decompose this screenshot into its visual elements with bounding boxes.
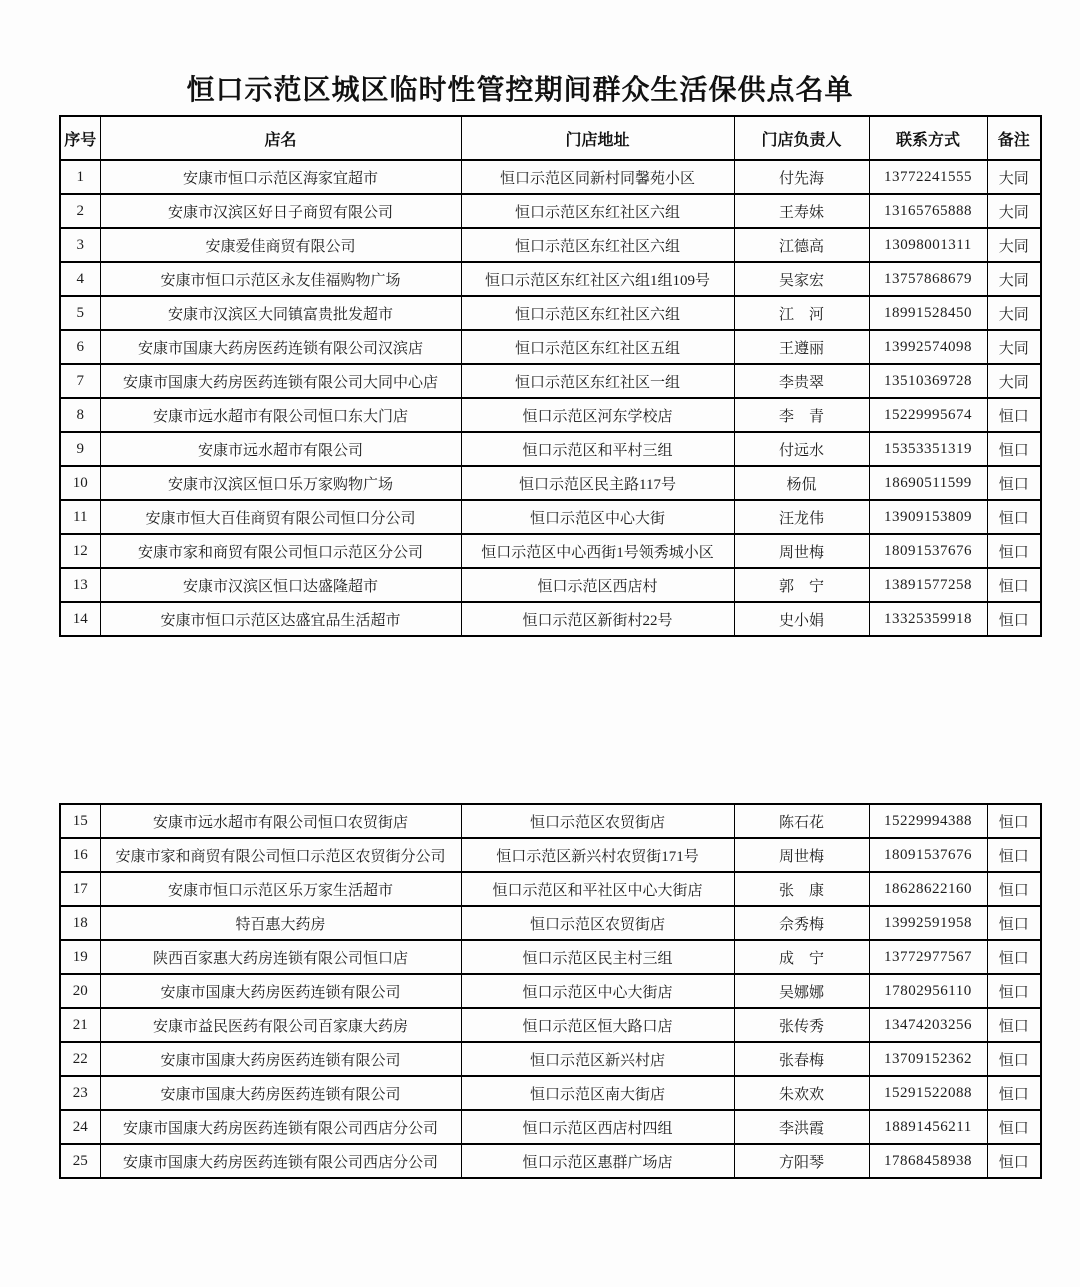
row-number: 12: [60, 534, 100, 568]
store-name: 安康市国康大药房医药连锁有限公司: [100, 974, 461, 1008]
row-number: 1: [60, 160, 100, 194]
store-address: 恒口示范区农贸街店: [461, 906, 734, 940]
row-number: 20: [60, 974, 100, 1008]
store-address: 恒口示范区中心西街1号领秀城小区: [461, 534, 734, 568]
contact-phone: 18091537676: [869, 534, 987, 568]
store-manager: 汪龙伟: [734, 500, 869, 534]
remark: 恒口: [987, 1008, 1041, 1042]
store-name: 安康市国康大药房医药连锁有限公司西店分公司: [100, 1144, 461, 1178]
contact-phone: 13992591958: [869, 906, 987, 940]
store-name: 陕西百家惠大药房连锁有限公司恒口店: [100, 940, 461, 974]
table-container: [59, 115, 1080, 1179]
store-manager: 吴家宏: [734, 262, 869, 296]
table-row: [60, 1076, 1041, 1110]
store-manager: 江德高: [734, 228, 869, 262]
row-number: 6: [60, 330, 100, 364]
remark: 恒口: [987, 1144, 1041, 1178]
remark: 恒口: [987, 1110, 1041, 1144]
row-number: 18: [60, 906, 100, 940]
table-row: [60, 296, 1041, 330]
table-row: [60, 228, 1041, 262]
row-number: 10: [60, 466, 100, 500]
store-manager: 佘秀梅: [734, 906, 869, 940]
store-name: 安康市汉滨区好日子商贸有限公司: [100, 194, 461, 228]
table-row: [60, 1008, 1041, 1042]
contact-phone: 18891456211: [869, 1110, 987, 1144]
remark: 大同: [987, 228, 1041, 262]
row-number: 3: [60, 228, 100, 262]
row-number: 9: [60, 432, 100, 466]
remark: 恒口: [987, 534, 1041, 568]
remark: 恒口: [987, 398, 1041, 432]
store-address: 恒口示范区东红社区六组1组109号: [461, 262, 734, 296]
store-manager: 周世梅: [734, 534, 869, 568]
page-title: 恒口示范区城区临时性管控期间群众生活保供点名单: [186, 74, 854, 105]
page-break-gap: [59, 637, 1080, 803]
store-address: 恒口示范区恒大路口店: [461, 1008, 734, 1042]
remark: 恒口: [987, 906, 1041, 940]
row-number: 7: [60, 364, 100, 398]
column-header-store-name: 店名: [100, 116, 461, 160]
remark: 大同: [987, 330, 1041, 364]
store-address: 恒口示范区东红社区六组: [461, 296, 734, 330]
store-name: 安康市家和商贸有限公司恒口示范区农贸街分公司: [100, 838, 461, 872]
contact-phone: 15353351319: [869, 432, 987, 466]
store-manager: 朱欢欢: [734, 1076, 869, 1110]
contact-phone: 15229995674: [869, 398, 987, 432]
table-row: [60, 838, 1041, 872]
store-address: 恒口示范区新街村22号: [461, 602, 734, 636]
store-address: 恒口示范区东红社区六组: [461, 228, 734, 262]
store-address: 恒口示范区东红社区一组: [461, 364, 734, 398]
store-name: 安康市国康大药房医药连锁有限公司: [100, 1076, 461, 1110]
supply-points-table-section-1: [59, 115, 1042, 637]
store-address: 恒口示范区同新村同馨苑小区: [461, 160, 734, 194]
store-address: 恒口示范区民主路117号: [461, 466, 734, 500]
contact-phone: 18628622160: [869, 872, 987, 906]
store-name: 安康市汉滨区恒口乐万家购物广场: [100, 466, 461, 500]
table-row: [60, 872, 1041, 906]
store-name: 安康市汉滨区恒口达盛隆超市: [100, 568, 461, 602]
remark: 恒口: [987, 432, 1041, 466]
store-address: 恒口示范区东红社区五组: [461, 330, 734, 364]
contact-phone: 18091537676: [869, 838, 987, 872]
contact-phone: 13772241555: [869, 160, 987, 194]
contact-phone: 13891577258: [869, 568, 987, 602]
remark: 大同: [987, 262, 1041, 296]
contact-phone: 13165765888: [869, 194, 987, 228]
store-address: 恒口示范区惠群广场店: [461, 1144, 734, 1178]
store-name: 安康市益民医药有限公司百家康大药房: [100, 1008, 461, 1042]
column-header-address: 门店地址: [461, 116, 734, 160]
store-name: 安康市国康大药房医药连锁有限公司西店分公司: [100, 1110, 461, 1144]
store-name: 安康市恒口示范区海家宜超市: [100, 160, 461, 194]
contact-phone: 13474203256: [869, 1008, 987, 1042]
remark: 恒口: [987, 1076, 1041, 1110]
table-row: [60, 160, 1041, 194]
table-row: [60, 906, 1041, 940]
store-name: 安康市远水超市有限公司: [100, 432, 461, 466]
store-name: 安康市家和商贸有限公司恒口示范区分公司: [100, 534, 461, 568]
store-address: 恒口示范区农贸街店: [461, 804, 734, 838]
store-name: 安康市恒口示范区达盛宜品生活超市: [100, 602, 461, 636]
store-manager: 方阳琴: [734, 1144, 869, 1178]
store-address: 恒口示范区南大街店: [461, 1076, 734, 1110]
contact-phone: 15229994388: [869, 804, 987, 838]
store-address: 恒口示范区西店村: [461, 568, 734, 602]
remark: 恒口: [987, 1042, 1041, 1076]
store-address: 恒口示范区西店村四组: [461, 1110, 734, 1144]
store-name: 安康市恒口示范区乐万家生活超市: [100, 872, 461, 906]
store-manager: 史小娟: [734, 602, 869, 636]
row-number: 13: [60, 568, 100, 602]
table-body-section-2: [60, 804, 1041, 1178]
store-name: 安康市汉滨区大同镇富贵批发超市: [100, 296, 461, 330]
store-manager: 江 河: [734, 296, 869, 330]
table-row: [60, 432, 1041, 466]
store-manager: 陈石花: [734, 804, 869, 838]
table-row: [60, 466, 1041, 500]
store-address: 恒口示范区民主村三组: [461, 940, 734, 974]
table-row: [60, 602, 1041, 636]
contact-phone: 13709152362: [869, 1042, 987, 1076]
remark: 大同: [987, 194, 1041, 228]
store-manager: 杨侃: [734, 466, 869, 500]
row-number: 17: [60, 872, 100, 906]
contact-phone: 13992574098: [869, 330, 987, 364]
store-address: 恒口示范区中心大街: [461, 500, 734, 534]
remark: 恒口: [987, 466, 1041, 500]
row-number: 4: [60, 262, 100, 296]
store-address: 恒口示范区和平村三组: [461, 432, 734, 466]
remark: 大同: [987, 364, 1041, 398]
contact-phone: 15291522088: [869, 1076, 987, 1110]
row-number: 25: [60, 1144, 100, 1178]
remark: 恒口: [987, 500, 1041, 534]
store-name: 安康市远水超市有限公司恒口东大门店: [100, 398, 461, 432]
contact-phone: 13510369728: [869, 364, 987, 398]
table-row: [60, 330, 1041, 364]
store-manager: 张春梅: [734, 1042, 869, 1076]
table-row: [60, 1042, 1041, 1076]
contact-phone: 13098001311: [869, 228, 987, 262]
column-header-contact: 联系方式: [869, 116, 987, 160]
table-row: [60, 194, 1041, 228]
remark: 恒口: [987, 568, 1041, 602]
row-number: 5: [60, 296, 100, 330]
store-manager: 李 青: [734, 398, 869, 432]
store-manager: 王寿妹: [734, 194, 869, 228]
table-row: [60, 568, 1041, 602]
row-number: 14: [60, 602, 100, 636]
remark: 恒口: [987, 940, 1041, 974]
table-row: [60, 804, 1041, 838]
table-row: [60, 364, 1041, 398]
store-name: 安康市恒口示范区永友佳福购物广场: [100, 262, 461, 296]
store-manager: 张传秀: [734, 1008, 869, 1042]
row-number: 2: [60, 194, 100, 228]
store-name: 安康市远水超市有限公司恒口农贸街店: [100, 804, 461, 838]
store-name: 安康爱佳商贸有限公司: [100, 228, 461, 262]
row-number: 24: [60, 1110, 100, 1144]
row-number: 8: [60, 398, 100, 432]
store-address: 恒口示范区新兴村店: [461, 1042, 734, 1076]
store-manager: 郭 宁: [734, 568, 869, 602]
header-row: [60, 116, 1041, 160]
table-row: [60, 974, 1041, 1008]
store-address: 恒口示范区中心大街店: [461, 974, 734, 1008]
store-manager: 付先海: [734, 160, 869, 194]
table-row: [60, 262, 1041, 296]
column-header-remark: 备注: [987, 116, 1041, 160]
store-manager: 李洪霞: [734, 1110, 869, 1144]
contact-phone: 18991528450: [869, 296, 987, 330]
store-name: 安康市恒大百佳商贸有限公司恒口分公司: [100, 500, 461, 534]
table-header: [60, 116, 1041, 160]
column-header-index: 序号: [60, 116, 100, 160]
row-number: 23: [60, 1076, 100, 1110]
supply-points-table-section-2: [59, 803, 1042, 1179]
store-manager: 李贵翠: [734, 364, 869, 398]
column-header-manager: 门店负责人: [734, 116, 869, 160]
table-row: [60, 1110, 1041, 1144]
contact-phone: 17868458938: [869, 1144, 987, 1178]
store-manager: 付远水: [734, 432, 869, 466]
row-number: 11: [60, 500, 100, 534]
table-row: [60, 940, 1041, 974]
store-manager: 吴娜娜: [734, 974, 869, 1008]
store-manager: 张 康: [734, 872, 869, 906]
store-address: 恒口示范区河东学校店: [461, 398, 734, 432]
remark: 恒口: [987, 804, 1041, 838]
row-number: 15: [60, 804, 100, 838]
store-name: 特百惠大药房: [100, 906, 461, 940]
table-body-section-1: [60, 160, 1041, 636]
table-row: [60, 398, 1041, 432]
store-manager: 周世梅: [734, 838, 869, 872]
store-name: 安康市国康大药房医药连锁有限公司大同中心店: [100, 364, 461, 398]
store-manager: 王遵丽: [734, 330, 869, 364]
contact-phone: 13757868679: [869, 262, 987, 296]
table-row: [60, 1144, 1041, 1178]
contact-phone: 13772977567: [869, 940, 987, 974]
store-address: 恒口示范区东红社区六组: [461, 194, 734, 228]
store-name: 安康市国康大药房医药连锁有限公司汉滨店: [100, 330, 461, 364]
store-manager: 成 宁: [734, 940, 869, 974]
row-number: 21: [60, 1008, 100, 1042]
store-name: 安康市国康大药房医药连锁有限公司: [100, 1042, 461, 1076]
row-number: 16: [60, 838, 100, 872]
contact-phone: 17802956110: [869, 974, 987, 1008]
contact-phone: 18690511599: [869, 466, 987, 500]
remark: 大同: [987, 296, 1041, 330]
table-row: [60, 500, 1041, 534]
remark: 恒口: [987, 872, 1041, 906]
contact-phone: 13325359918: [869, 602, 987, 636]
remark: 恒口: [987, 838, 1041, 872]
remark: 恒口: [987, 602, 1041, 636]
store-address: 恒口示范区和平社区中心大街店: [461, 872, 734, 906]
table-row: [60, 534, 1041, 568]
row-number: 22: [60, 1042, 100, 1076]
row-number: 19: [60, 940, 100, 974]
remark: 大同: [987, 160, 1041, 194]
store-address: 恒口示范区新兴村农贸街171号: [461, 838, 734, 872]
remark: 恒口: [987, 974, 1041, 1008]
contact-phone: 13909153809: [869, 500, 987, 534]
